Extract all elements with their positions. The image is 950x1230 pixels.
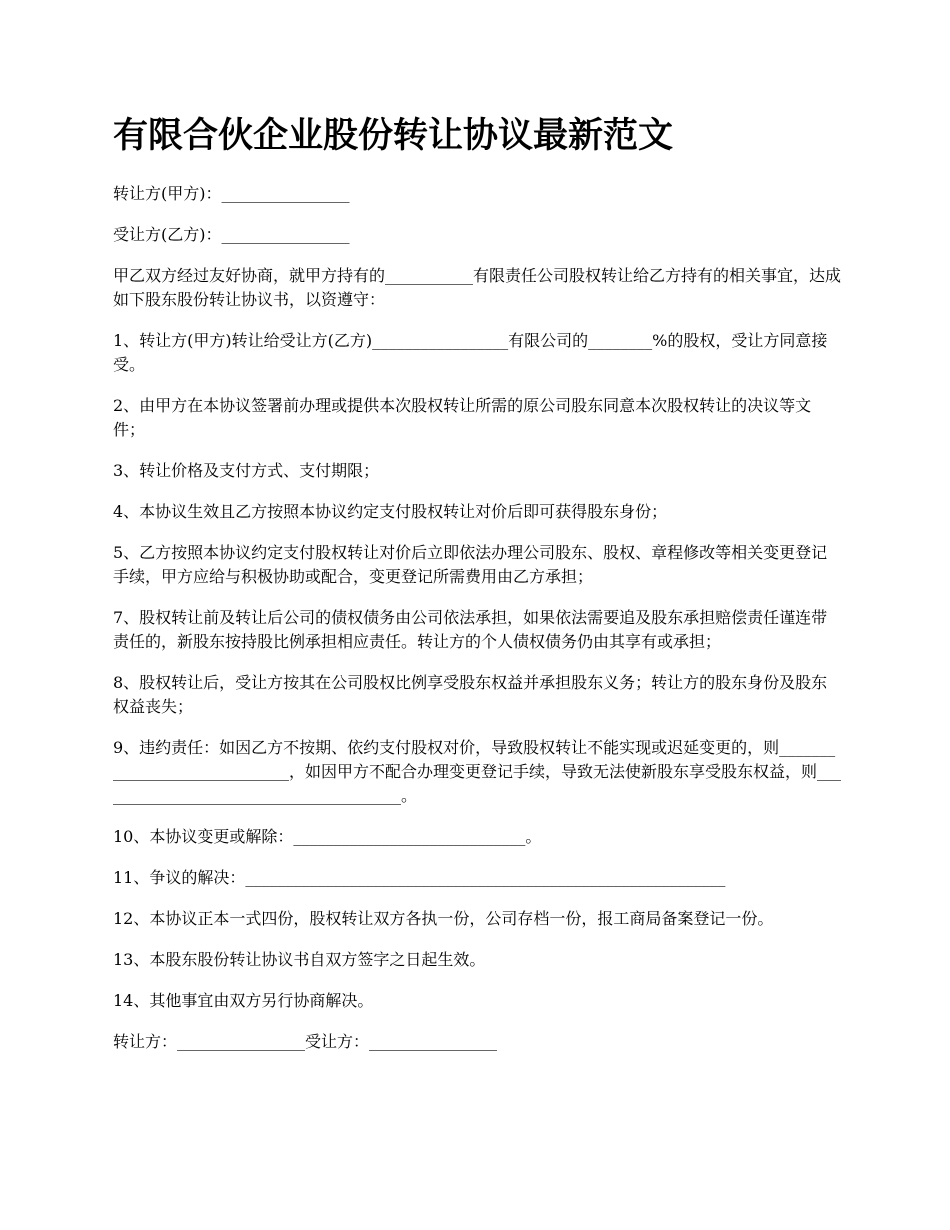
clause-4: 4、本协议生效且乙方按照本协议约定支付股权转让对价后即可获得股东身份； (113, 502, 668, 521)
clause-5: 5、乙方按照本协议约定支付股权转让对价后立即依法办理公司股东、股权、章程修改等相关变更登记手续，甲方应给与积极协助或配合，变更登记所需费用由乙方承担； (113, 543, 828, 586)
transferor-line: 转让方(甲方)：________________ (113, 184, 350, 203)
clause-8: 8、股权转让后，受让方按其在公司股权比例享受股东权益并承担股东义务；转让方的股东身份及股东权益丧失； (113, 673, 828, 716)
clause-3: 3、转让价格及支付方式、支付期限； (113, 461, 380, 480)
transferee-line: 受让方(乙方)：________________ (113, 225, 350, 244)
clause-10: 10、本协议变更或解除：_____________________________。 (113, 827, 542, 846)
clause-11: 11、争议的解决：____________________________________________________________ (113, 868, 726, 887)
preamble-paragraph: 甲乙双方经过友好协商，就甲方持有的___________有限责任公司股权转让给乙方持有的相关事宜，达成如下股东股份转让协议书，以资遵守： (113, 266, 842, 309)
clause-7: 7、股权转让前及转让后公司的债权债务由公司依法承担，如果依法需要追及股东承担赔偿责任谨连带责任的，新股东按持股比例承担相应责任。转让方的个人债权债务仍由其享有或承担； (113, 608, 828, 651)
clause-13: 13、本股东股份转让协议书自双方签字之日起生效。 (113, 950, 486, 969)
document-title: 有限合伙企业股份转让协议最新范文 (113, 116, 674, 156)
clause-9: 9、违约责任：如因乙方不按期、依约支付股权对价，导致股权转让不能实现或迟延变更的，则_____________________________，如因甲方不配合办理变更登记手续，导致无法使新股东享受股东权益，则_______________________________________。 (113, 738, 842, 805)
document-page (113, 112, 843, 1071)
clause-2: 2、由甲方在本协议签署前办理或提供本次股权转让所需的原公司股东同意本次股权转让的决议等文件； (113, 396, 812, 439)
clause-12: 12、本协议正本一式四份，股权转让双方各执一份，公司存档一份，报工商局备案登记一份。 (113, 909, 774, 928)
signature-line: 转让方：________________受让方：________________ (113, 1032, 498, 1051)
clause-14: 14、其他事宜由双方另行协商解决。 (113, 991, 374, 1010)
clause-1: 1、转让方(甲方)转让给受让方(乙方)_________________有限公司的________%的股权，受让方同意接受。 (113, 331, 828, 374)
